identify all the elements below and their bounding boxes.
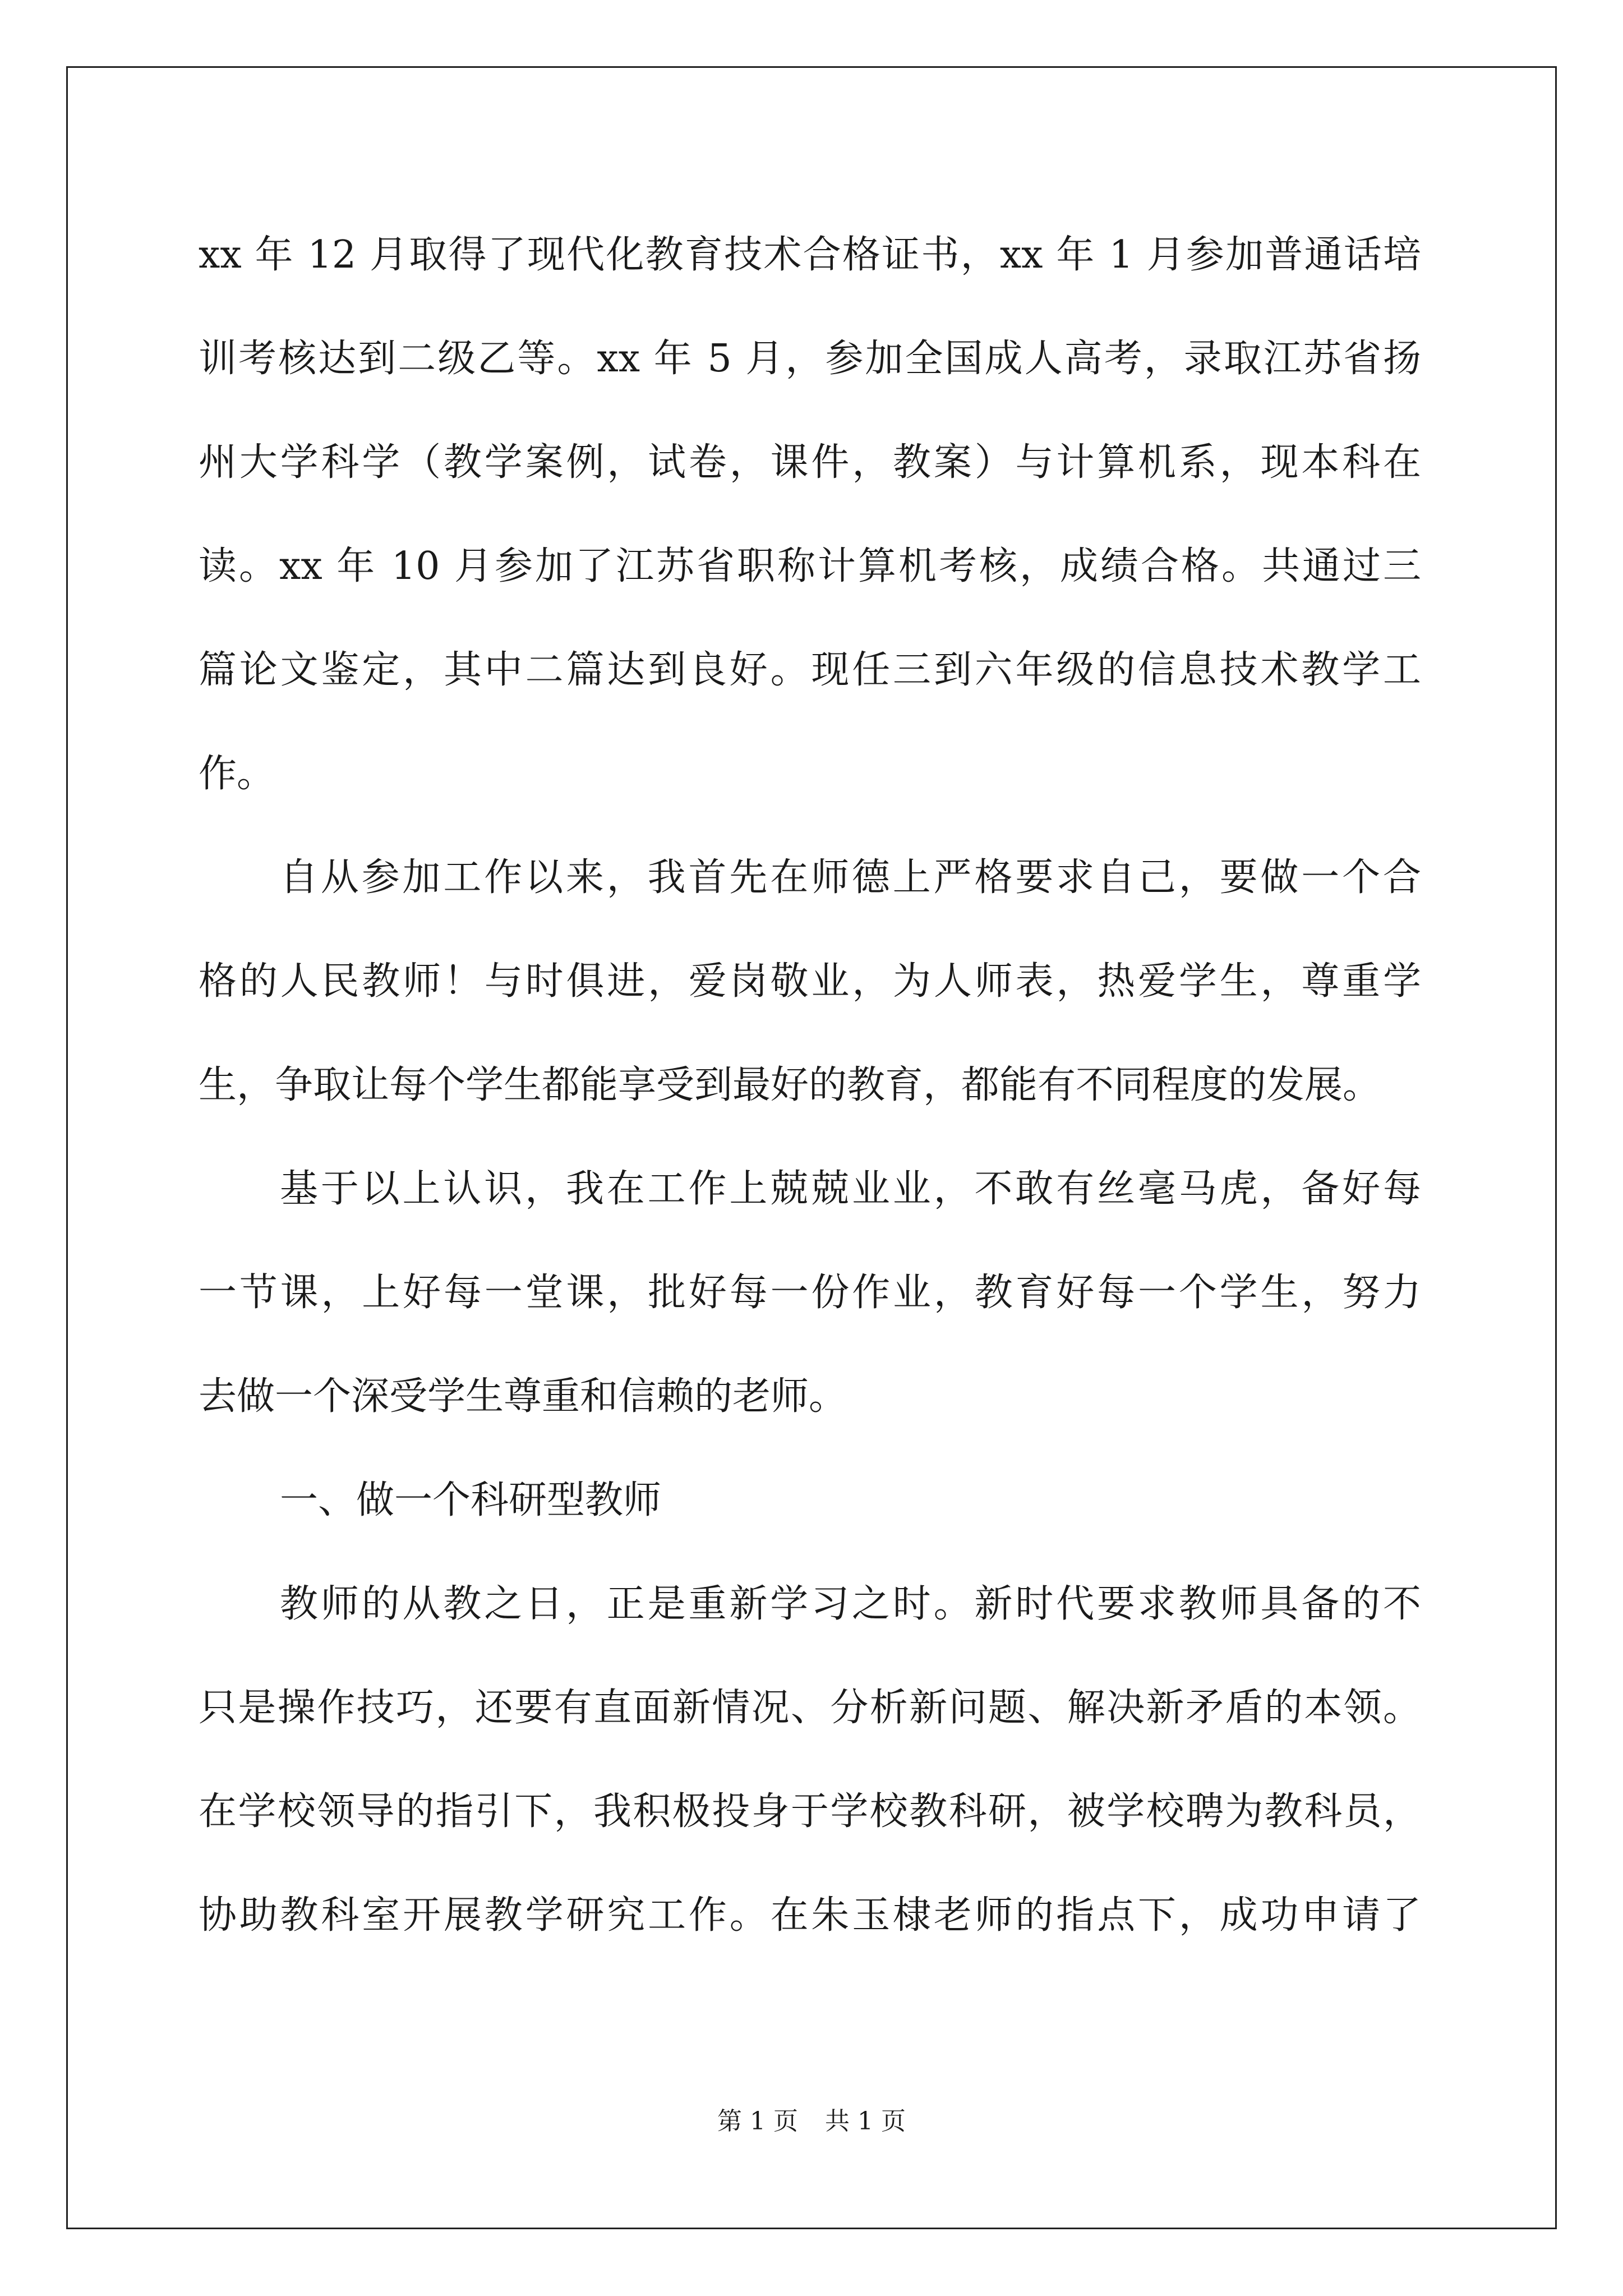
text-line: 协助教科室开展教学研究工作。在朱玉棣老师的指点下，成功申请了 — [199, 1893, 1421, 1938]
text-line: 一节课，上好每一堂课，批好每一份作业，教育好每一个学生，努力 — [199, 1271, 1421, 1315]
document-body — [199, 213, 1421, 1977]
text-line: 训考核达到二级乙等。xx 年 5 月，参加全国成人高考，录取江苏省扬 — [199, 337, 1421, 381]
paragraph-first-line: 教师的从教之日，正是重新学习之时。新时代要求教师具备的不 — [280, 1582, 1421, 1626]
text-line: 在学校领导的指引下，我积极投身于学校教科研，被学校聘为教科员， — [199, 1789, 1421, 1834]
text-line: 篇论文鉴定，其中二篇达到良好。现任三到六年级的信息技术教学工 — [199, 648, 1421, 692]
text-line: 作。 — [199, 752, 275, 796]
paragraph-first-line: 基于以上认识，我在工作上兢兢业业，不敢有丝毫马虎，备好每 — [280, 1167, 1421, 1211]
page-number-total: 共 1 页 — [825, 2107, 906, 2136]
paragraph-first-line: 自从参加工作以来，我首先在师德上严格要求自己，要做一个合 — [280, 855, 1421, 900]
page-number-current: 第 1 页 — [717, 2107, 798, 2136]
text-line: 去做一个深受学生尊重和信赖的老师。 — [199, 1374, 847, 1419]
section-heading: 一、做一个科研型教师 — [280, 1478, 662, 1522]
text-line: xx 年 12 月取得了现代化教育技术合格证书，xx 年 1 月参加普通话培 — [199, 233, 1421, 277]
text-line: 只是操作技巧，还要有直面新情况、分析新问题、解决新矛盾的本领。 — [199, 1686, 1421, 1730]
page-footer — [0, 2101, 1623, 2137]
text-line: 生，争取让每个学生都能享受到最好的教育，都能有不同程度的发展。 — [199, 1063, 1381, 1107]
text-line: 读。xx 年 10 月参加了江苏省职称计算机考核，成绩合格。共通过三 — [199, 544, 1421, 588]
text-line: 州大学科学（教学案例，试卷，课件，教案）与计算机系，现本科在 — [199, 440, 1421, 485]
text-line: 格的人民教师！与时俱进，爱岗敬业，为人师表，热爱学生，尊重学 — [199, 959, 1421, 1004]
